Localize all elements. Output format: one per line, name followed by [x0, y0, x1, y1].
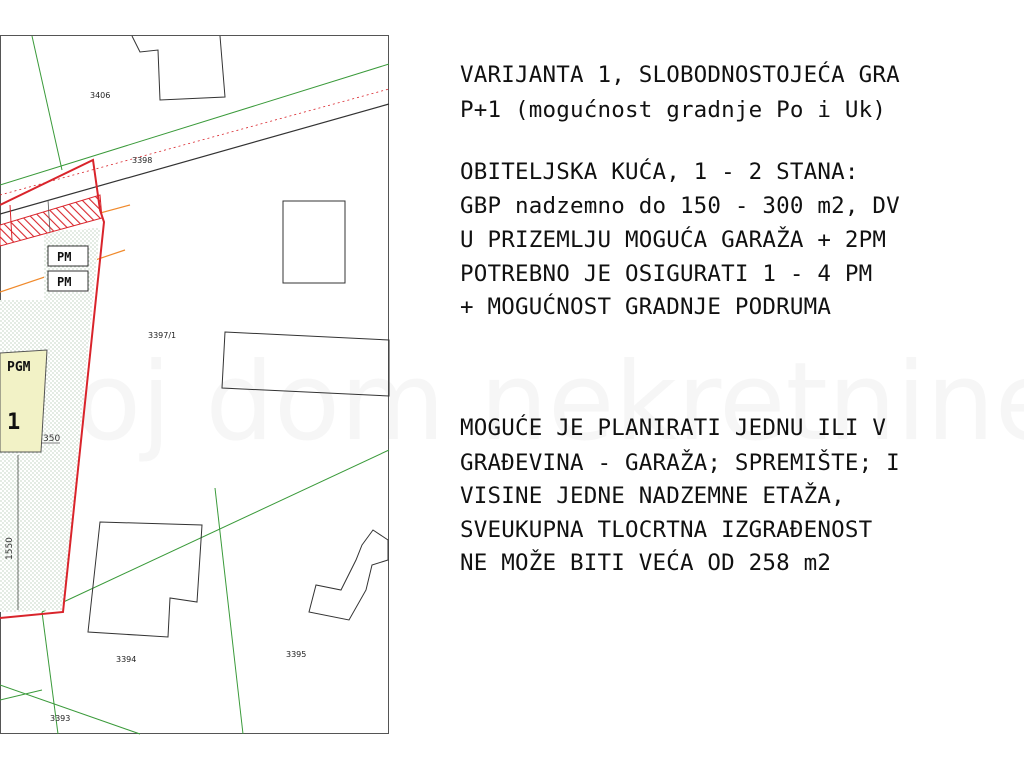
- text-line-garage: U PRIZEMLJU MOGUĆA GARAŽA + 2PM: [460, 227, 887, 253]
- parcel-line: [32, 36, 62, 170]
- text-line-floors: P+1 (mogućnost gradnje Po i Uk): [460, 97, 887, 123]
- building-outline: [222, 332, 389, 396]
- building-outline: [132, 36, 225, 100]
- parcel-number: 3397/1: [148, 331, 177, 340]
- text-line-parking: POTREBNO JE OSIGURATI 1 - 4 PM: [460, 261, 873, 287]
- parcel-line: [42, 450, 389, 612]
- parcel-number: 3398: [132, 156, 153, 165]
- parcel-number: 3394: [116, 655, 137, 664]
- building-outline: [88, 522, 202, 637]
- parcel-number: 3395: [286, 650, 307, 659]
- cadastral-map: [0, 0, 390, 735]
- text-line-house: OBITELJSKA KUĆA, 1 - 2 STANA:: [460, 159, 859, 185]
- dimension-top-label: 350: [43, 434, 61, 444]
- map-svg: [0, 0, 390, 735]
- text-line-limit: NE MOŽE BITI VEĆA OD 258 m2: [460, 550, 832, 576]
- road-axis-line: [0, 89, 389, 195]
- parcel-line: [0, 690, 42, 700]
- text-line-buildings: GRAĐEVINA - GARAŽA; SPREMIŠTE; I: [460, 450, 900, 476]
- text-line-variant: VARIJANTA 1, SLOBODNOSTOJEĆA GRA: [460, 62, 900, 88]
- pm-label-2: PM: [57, 275, 72, 289]
- road-edge-south: [0, 104, 389, 214]
- pm-label-1: PM: [57, 250, 72, 264]
- text-line-auxiliary: MOGUĆE JE PLANIRATI JEDNU ILI V: [460, 415, 887, 441]
- road-edge-north: [0, 64, 389, 185]
- parcel-line: [0, 685, 140, 734]
- dimension-left-label: 1550: [5, 537, 15, 560]
- text-line-gbp: GBP nadzemno do 150 - 300 m2, DV: [460, 193, 900, 219]
- description-text: [460, 60, 1024, 620]
- building-outline: [283, 201, 345, 283]
- parcel-number: 3406: [90, 91, 111, 100]
- text-line-height: VISINE JEDNE NADZEMNE ETAŽA,: [460, 483, 845, 509]
- text-line-coverage: SVEUKUPNA TLOCRTNA IZGRAĐENOST: [460, 517, 873, 543]
- building-outline: [309, 530, 388, 620]
- parcel-number: 3393: [50, 714, 71, 723]
- text-line-basement: + MOGUĆNOST GRADNJE PODRUMA: [460, 294, 832, 320]
- pgm-label: PGM: [7, 360, 31, 375]
- zone-number-label: 1: [7, 410, 21, 435]
